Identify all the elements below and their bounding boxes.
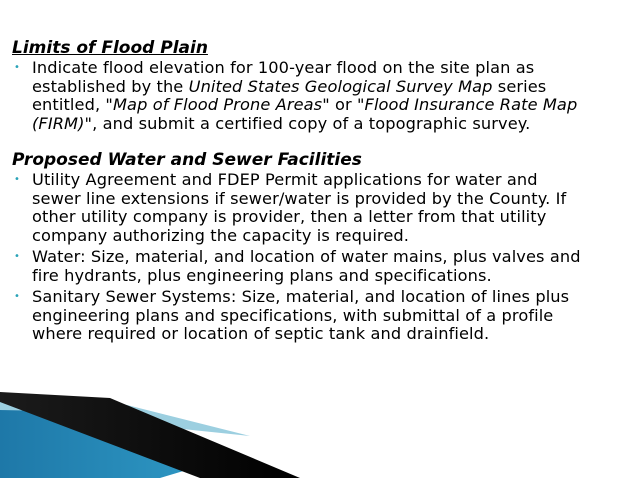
- section-heading-water-sewer: Proposed Water and Sewer Facilities: [12, 150, 362, 170]
- bullet-line: [32, 227, 632, 246]
- bullet-item: [12, 171, 632, 245]
- bullet-line: [32, 171, 632, 190]
- bullet-item: [12, 288, 632, 344]
- bullet-line: [32, 307, 632, 326]
- text-run: series: [492, 76, 547, 96]
- text-run: entitled, ": [32, 95, 113, 114]
- text-run: " or ": [322, 95, 365, 114]
- italic-text: (FIRM): [32, 113, 85, 133]
- text-run: sewer line extensions if sewer/water is provided by the County. If: [32, 188, 567, 208]
- text-run: Water: Size, material, and location of water mains, plus valves and: [32, 247, 581, 266]
- bullet-line: [32, 59, 632, 78]
- bullet-line: [32, 248, 632, 267]
- text-run: engineering plans and specifications, with submittal of a profile: [32, 305, 554, 325]
- text-run: Indicate flood elevation for 100-year flood on the site plan as: [32, 58, 535, 77]
- bullet-marker: •: [14, 174, 20, 185]
- bullet-marker: •: [14, 291, 20, 302]
- bullet-line: [32, 96, 632, 115]
- text-run: ", and submit a certified copy of a topographic survey.: [84, 113, 531, 133]
- bullet-line: [32, 78, 632, 97]
- section-heading-flood-plain: Limits of Flood Plain: [12, 38, 208, 58]
- bullet-line: [32, 115, 632, 134]
- bullet-item: [12, 59, 632, 133]
- bullet-item: [12, 248, 632, 285]
- bullet-line: [32, 267, 632, 286]
- text-run: where required or location of septic tank and drainfield.: [32, 324, 490, 343]
- bullet-list-flood-plain: [12, 59, 632, 133]
- text-run: fire hydrants, plus engineering plans and specifications.: [32, 265, 492, 285]
- text-run: company authorizing the capacity is required.: [32, 225, 410, 245]
- bullet-line: [32, 325, 632, 344]
- text-run: Utility Agreement and FDEP Permit applications for water and: [32, 170, 538, 189]
- text-run: established by the: [32, 76, 189, 96]
- bullet-list-water-sewer: [12, 171, 632, 344]
- text-run: Sanitary Sewer Systems: Size, material, and location of lines plus: [32, 287, 570, 306]
- italic-text: Flood Insurance Rate Map: [364, 95, 578, 114]
- bullet-line: [32, 288, 632, 307]
- slide-content: [12, 38, 632, 344]
- bullet-marker: •: [14, 62, 20, 73]
- bullet-line: [32, 190, 632, 209]
- bullet-marker: •: [14, 251, 20, 262]
- italic-text: Map of Flood Prone Areas: [112, 95, 323, 114]
- italic-text: United States Geological Survey Map: [188, 76, 493, 96]
- text-run: other utility company is provider, then a letter from that utility: [32, 207, 547, 226]
- bullet-line: [32, 208, 632, 227]
